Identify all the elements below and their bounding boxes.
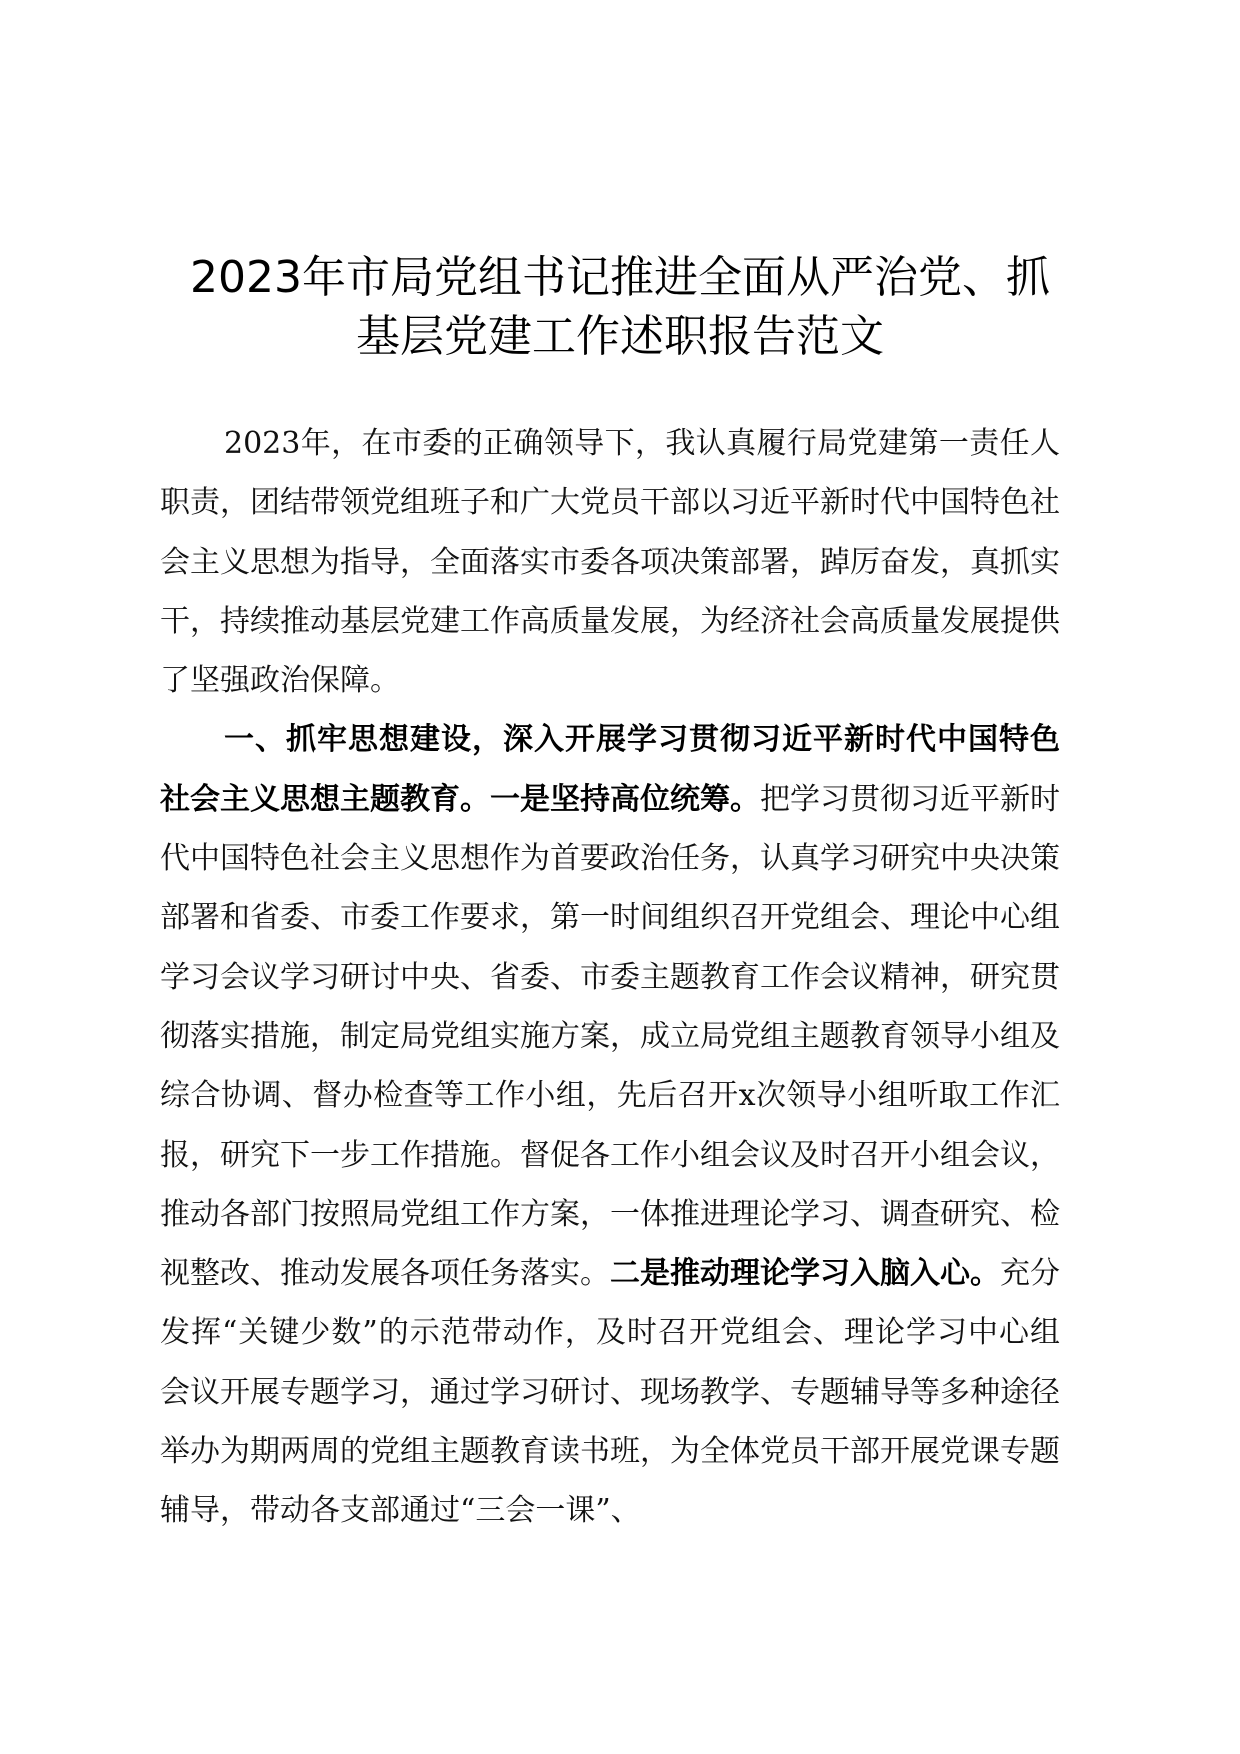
section-1-paragraph — [160, 710, 1060, 1540]
point-1-text: 把学习贯彻习近平新时代中国特色社会主义思想作为首要政治任务，认真学习研究中央决策部署和省委、市委工作要求，第一时间组织召开党组会、理论中心组学习会议学习研讨中央、省委、市委主题教育工作会议精神，研究贯彻落实措施，制定局党组实施方案，成立局党组主题教育领导小组及综合协调、督办检查等工作小组，先后召开x次领导小组听取工作汇报，研究下一步工作措施。督促各工作小组会议及时召开小组会议，推动各部门按照局党组工作方案，一体推进理论学习、调查研究、检视整改、推动发展各项任务落实。 — [160, 781, 1060, 1292]
point-1-title: 一是坚持高位统筹。 — [490, 781, 760, 817]
title-line-1: 2023年市局党组书记推进全面从严治党、抓 — [190, 252, 1050, 303]
section-1-heading: 一、抓牢思想建设，深入开展学习贯彻习近平新时代中国特色社会主义思想主题教育。 — [160, 722, 1060, 817]
document-title — [150, 248, 1090, 366]
point-2-text: 充分发挥“关键少数”的示范带动作，及时召开党组会、理论学习中心组会议开展专题学习，通过学习研讨、现场教学、专题辅导等多种途径举办为期两周的党组主题教育读书班，为全体党员干部开展党课专题辅导，带动各支部通过“三会一课”、 — [160, 1256, 1060, 1529]
point-2-title: 二是推动理论学习入脑入心。 — [610, 1256, 1000, 1292]
intro-paragraph: 2023年，在市委的正确领导下，我认真履行局党建第一责任人职责，团结带领党组班子和广大党员干部以习近平新时代中国特色社会主义思想为指导，全面落实市委各项决策部署，踔厉奋发，真抓实干，持续推动基层党建工作高质量发展，为经济社会高质量发展提供了坚强政治保障。 — [160, 426, 1060, 699]
title-line-2: 基层党建工作述职报告范文 — [356, 311, 884, 362]
document-body — [160, 414, 1060, 1541]
